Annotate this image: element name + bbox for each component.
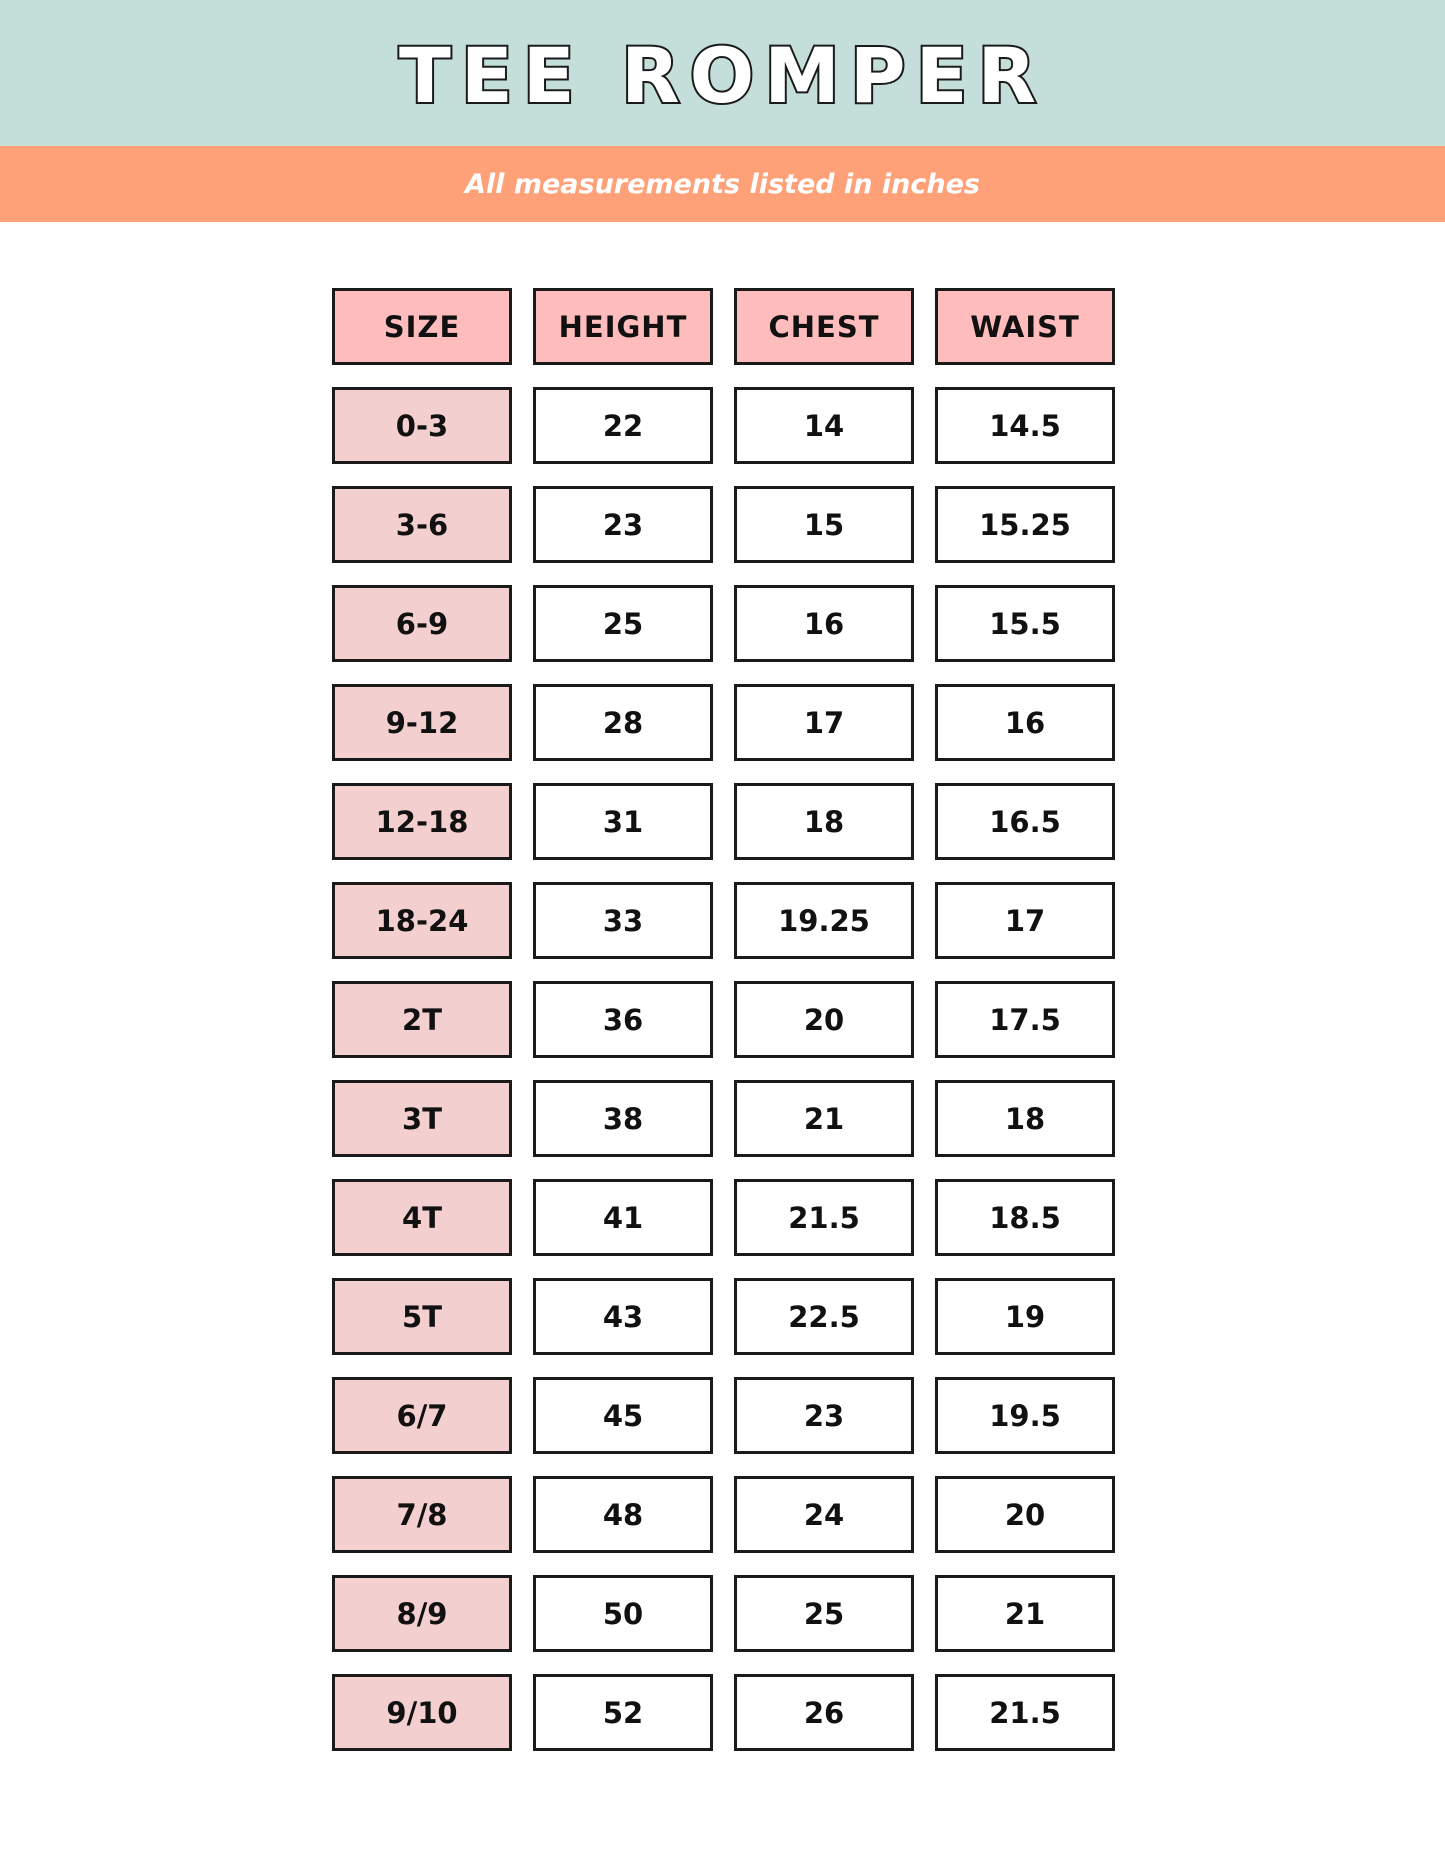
chest-cell: 17 bbox=[734, 684, 914, 761]
size-cell: 6/7 bbox=[332, 1377, 512, 1454]
waist-cell: 15.25 bbox=[935, 486, 1115, 563]
chest-cell: 22.5 bbox=[734, 1278, 914, 1355]
size-cell: 5T bbox=[332, 1278, 512, 1355]
height-cell: 52 bbox=[533, 1674, 713, 1751]
chest-cell: 24 bbox=[734, 1476, 914, 1553]
height-cell: 41 bbox=[533, 1179, 713, 1256]
height-cell: 36 bbox=[533, 981, 713, 1058]
chest-cell: 21 bbox=[734, 1080, 914, 1157]
chest-cell: 19.25 bbox=[734, 882, 914, 959]
chest-cell: 15 bbox=[734, 486, 914, 563]
column-header-height: HEIGHT bbox=[533, 288, 713, 365]
page-subtitle: All measurements listed in inches bbox=[465, 168, 980, 200]
waist-cell: 18.5 bbox=[935, 1179, 1115, 1256]
height-cell: 33 bbox=[533, 882, 713, 959]
height-cell: 43 bbox=[533, 1278, 713, 1355]
chest-cell: 16 bbox=[734, 585, 914, 662]
size-cell: 8/9 bbox=[332, 1575, 512, 1652]
title-band bbox=[0, 0, 1445, 146]
waist-cell: 16 bbox=[935, 684, 1115, 761]
height-cell: 48 bbox=[533, 1476, 713, 1553]
column-header-chest: CHEST bbox=[734, 288, 914, 365]
size-cell: 3-6 bbox=[332, 486, 512, 563]
chest-cell: 14 bbox=[734, 387, 914, 464]
subtitle-band bbox=[0, 146, 1445, 222]
chest-cell: 18 bbox=[734, 783, 914, 860]
size-cell: 2T bbox=[332, 981, 512, 1058]
waist-cell: 21 bbox=[935, 1575, 1115, 1652]
chest-cell: 25 bbox=[734, 1575, 914, 1652]
waist-cell: 15.5 bbox=[935, 585, 1115, 662]
size-cell: 9/10 bbox=[332, 1674, 512, 1751]
height-cell: 38 bbox=[533, 1080, 713, 1157]
size-cell: 9-12 bbox=[332, 684, 512, 761]
height-cell: 50 bbox=[533, 1575, 713, 1652]
height-cell: 45 bbox=[533, 1377, 713, 1454]
waist-cell: 17 bbox=[935, 882, 1115, 959]
size-cell: 18-24 bbox=[332, 882, 512, 959]
waist-cell: 18 bbox=[935, 1080, 1115, 1157]
height-cell: 25 bbox=[533, 585, 713, 662]
size-cell: 6-9 bbox=[332, 585, 512, 662]
chest-cell: 23 bbox=[734, 1377, 914, 1454]
waist-cell: 21.5 bbox=[935, 1674, 1115, 1751]
waist-cell: 19 bbox=[935, 1278, 1115, 1355]
size-chart-table bbox=[332, 288, 1115, 1751]
chest-cell: 21.5 bbox=[734, 1179, 914, 1256]
size-cell: 3T bbox=[332, 1080, 512, 1157]
waist-cell: 19.5 bbox=[935, 1377, 1115, 1454]
column-header-waist: WAIST bbox=[935, 288, 1115, 365]
height-cell: 23 bbox=[533, 486, 713, 563]
column-header-size: SIZE bbox=[332, 288, 512, 365]
waist-cell: 17.5 bbox=[935, 981, 1115, 1058]
waist-cell: 16.5 bbox=[935, 783, 1115, 860]
waist-cell: 20 bbox=[935, 1476, 1115, 1553]
size-cell: 7/8 bbox=[332, 1476, 512, 1553]
page-title: TEE ROMPER bbox=[398, 30, 1047, 120]
chest-cell: 20 bbox=[734, 981, 914, 1058]
size-cell: 4T bbox=[332, 1179, 512, 1256]
size-cell: 12-18 bbox=[332, 783, 512, 860]
height-cell: 28 bbox=[533, 684, 713, 761]
height-cell: 22 bbox=[533, 387, 713, 464]
waist-cell: 14.5 bbox=[935, 387, 1115, 464]
size-cell: 0-3 bbox=[332, 387, 512, 464]
chest-cell: 26 bbox=[734, 1674, 914, 1751]
height-cell: 31 bbox=[533, 783, 713, 860]
